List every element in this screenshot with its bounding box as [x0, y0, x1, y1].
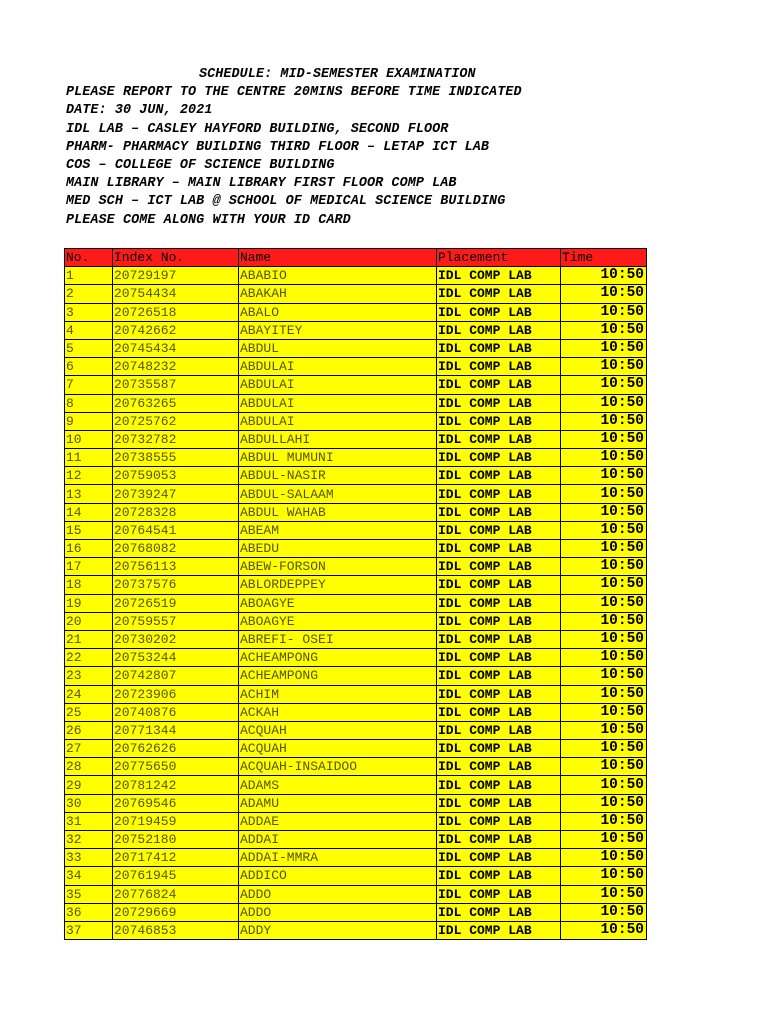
cell-index-no: 20759053	[113, 467, 239, 485]
cell-no: 32	[65, 831, 113, 849]
cell-placement: IDL COMP LAB	[437, 758, 561, 776]
cell-no: 5	[65, 339, 113, 357]
cell-index-no: 20753244	[113, 649, 239, 667]
table-row	[65, 358, 647, 376]
cell-time: 10:50	[561, 540, 647, 558]
cell-name: ADDO	[239, 885, 437, 903]
cell-index-no: 20759557	[113, 612, 239, 630]
cell-no: 16	[65, 540, 113, 558]
cell-name: ABOAGYE	[239, 594, 437, 612]
cell-name: ABALO	[239, 303, 437, 321]
venue-pharm: PHARM- PHARMACY BUILDING THIRD FLOOR – LETAP ICT LAB	[66, 139, 490, 155]
table-row	[65, 867, 647, 885]
cell-no: 30	[65, 794, 113, 812]
cell-placement: IDL COMP LAB	[437, 649, 561, 667]
cell-placement: IDL COMP LAB	[437, 430, 561, 448]
cell-no: 34	[65, 867, 113, 885]
cell-placement: IDL COMP LAB	[437, 394, 561, 412]
cell-no: 28	[65, 758, 113, 776]
cell-time: 10:50	[561, 721, 647, 739]
cell-placement: IDL COMP LAB	[437, 339, 561, 357]
exam-date: DATE: 30 JUN, 2021	[66, 103, 213, 119]
cell-placement: IDL COMP LAB	[437, 576, 561, 594]
cell-time: 10:50	[561, 903, 647, 921]
cell-name: ABDULAI	[239, 358, 437, 376]
cell-placement: IDL COMP LAB	[437, 358, 561, 376]
cell-no: 19	[65, 594, 113, 612]
id-card-notice: PLEASE COME ALONG WITH YOUR ID CARD	[66, 212, 351, 228]
cell-time: 10:50	[561, 576, 647, 594]
cell-no: 23	[65, 667, 113, 685]
cell-time: 10:50	[561, 685, 647, 703]
cell-index-no: 20740876	[113, 703, 239, 721]
cell-placement: IDL COMP LAB	[437, 703, 561, 721]
cell-time: 10:50	[561, 794, 647, 812]
cell-name: ABDUL MUMUNI	[239, 449, 437, 467]
cell-time: 10:50	[561, 921, 647, 939]
cell-time: 10:50	[561, 885, 647, 903]
table-body	[65, 267, 647, 940]
cell-no: 1	[65, 267, 113, 285]
cell-name: ADAMU	[239, 794, 437, 812]
cell-name: ABEAM	[239, 521, 437, 539]
cell-time: 10:50	[561, 430, 647, 448]
table-row	[65, 430, 647, 448]
cell-placement: IDL COMP LAB	[437, 321, 561, 339]
cell-placement: IDL COMP LAB	[437, 740, 561, 758]
table-row	[65, 612, 647, 630]
cell-placement: IDL COMP LAB	[437, 867, 561, 885]
cell-index-no: 20756113	[113, 558, 239, 576]
cell-placement: IDL COMP LAB	[437, 467, 561, 485]
cell-index-no: 20726518	[113, 303, 239, 321]
cell-no: 14	[65, 503, 113, 521]
cell-no: 3	[65, 303, 113, 321]
cell-no: 27	[65, 740, 113, 758]
cell-placement: IDL COMP LAB	[437, 849, 561, 867]
cell-no: 10	[65, 430, 113, 448]
cell-no: 33	[65, 849, 113, 867]
cell-name: ABDULAI	[239, 376, 437, 394]
cell-index-no: 20737576	[113, 576, 239, 594]
table-row	[65, 776, 647, 794]
cell-index-no: 20781242	[113, 776, 239, 794]
cell-time: 10:50	[561, 867, 647, 885]
table-row	[65, 794, 647, 812]
cell-time: 10:50	[561, 321, 647, 339]
cell-time: 10:50	[561, 339, 647, 357]
table-row	[65, 412, 647, 430]
cell-no: 36	[65, 903, 113, 921]
cell-time: 10:50	[561, 594, 647, 612]
cell-placement: IDL COMP LAB	[437, 776, 561, 794]
cell-placement: IDL COMP LAB	[437, 376, 561, 394]
cell-index-no: 20752180	[113, 831, 239, 849]
table-row	[65, 703, 647, 721]
table-row	[65, 921, 647, 939]
cell-no: 6	[65, 358, 113, 376]
cell-no: 24	[65, 685, 113, 703]
cell-time: 10:50	[561, 358, 647, 376]
cell-time: 10:50	[561, 376, 647, 394]
cell-time: 10:50	[561, 267, 647, 285]
cell-no: 18	[65, 576, 113, 594]
cell-time: 10:50	[561, 812, 647, 830]
cell-name: ABDUL-NASIR	[239, 467, 437, 485]
cell-name: ABLORDEPPEY	[239, 576, 437, 594]
table-row	[65, 685, 647, 703]
table-row	[65, 376, 647, 394]
table-row	[65, 812, 647, 830]
table-row	[65, 831, 647, 849]
cell-placement: IDL COMP LAB	[437, 449, 561, 467]
cell-name: ADDY	[239, 921, 437, 939]
cell-time: 10:50	[561, 449, 647, 467]
column-header-no: No.	[65, 249, 113, 267]
cell-index-no: 20775650	[113, 758, 239, 776]
table-row	[65, 467, 647, 485]
cell-time: 10:50	[561, 776, 647, 794]
cell-time: 10:50	[561, 740, 647, 758]
column-header-time: Time	[561, 249, 647, 267]
cell-name: ABEW-FORSON	[239, 558, 437, 576]
cell-index-no: 20719459	[113, 812, 239, 830]
cell-time: 10:50	[561, 285, 647, 303]
cell-index-no: 20726519	[113, 594, 239, 612]
cell-no: 12	[65, 467, 113, 485]
table-row	[65, 649, 647, 667]
venue-idl-lab: IDL LAB – CASLEY HAYFORD BUILDING, SECOND FLOOR	[66, 121, 449, 137]
schedule-table	[64, 248, 647, 940]
cell-index-no: 20723906	[113, 685, 239, 703]
cell-name: ADDICO	[239, 867, 437, 885]
cell-index-no: 20729669	[113, 903, 239, 921]
cell-index-no: 20730202	[113, 630, 239, 648]
cell-placement: IDL COMP LAB	[437, 721, 561, 739]
table-row	[65, 540, 647, 558]
table-row	[65, 740, 647, 758]
cell-time: 10:50	[561, 485, 647, 503]
cell-index-no: 20768082	[113, 540, 239, 558]
cell-index-no: 20735587	[113, 376, 239, 394]
table-row	[65, 849, 647, 867]
cell-time: 10:50	[561, 558, 647, 576]
venue-main-library: MAIN LIBRARY – MAIN LIBRARY FIRST FLOOR COMP LAB	[66, 176, 457, 192]
cell-placement: IDL COMP LAB	[437, 685, 561, 703]
cell-placement: IDL COMP LAB	[437, 594, 561, 612]
cell-placement: IDL COMP LAB	[437, 667, 561, 685]
cell-name: ACHEAMPONG	[239, 667, 437, 685]
cell-name: ACHEAMPONG	[239, 649, 437, 667]
cell-placement: IDL COMP LAB	[437, 812, 561, 830]
cell-time: 10:50	[561, 412, 647, 430]
cell-name: ABDUL	[239, 339, 437, 357]
cell-index-no: 20729197	[113, 267, 239, 285]
cell-placement: IDL COMP LAB	[437, 921, 561, 939]
cell-name: ABOAGYE	[239, 612, 437, 630]
table-row	[65, 558, 647, 576]
table-row	[65, 758, 647, 776]
cell-placement: IDL COMP LAB	[437, 903, 561, 921]
cell-name: ABDUL-SALAAM	[239, 485, 437, 503]
cell-index-no: 20745434	[113, 339, 239, 357]
cell-name: ACKAH	[239, 703, 437, 721]
cell-placement: IDL COMP LAB	[437, 303, 561, 321]
table-row	[65, 485, 647, 503]
cell-time: 10:50	[561, 849, 647, 867]
cell-time: 10:50	[561, 758, 647, 776]
cell-time: 10:50	[561, 521, 647, 539]
cell-name: ADAMS	[239, 776, 437, 794]
cell-no: 20	[65, 612, 113, 630]
report-instruction: PLEASE REPORT TO THE CENTRE 20MINS BEFORE TIME INDICATED	[66, 85, 522, 101]
cell-index-no: 20764541	[113, 521, 239, 539]
table-row	[65, 503, 647, 521]
cell-no: 15	[65, 521, 113, 539]
cell-index-no: 20769546	[113, 794, 239, 812]
cell-placement: IDL COMP LAB	[437, 630, 561, 648]
cell-name: ACHIM	[239, 685, 437, 703]
cell-index-no: 20738555	[113, 449, 239, 467]
cell-name: ADDAI-MMRA	[239, 849, 437, 867]
table-row	[65, 339, 647, 357]
table-row	[65, 903, 647, 921]
cell-index-no: 20748232	[113, 358, 239, 376]
venue-med-sch: MED SCH – ICT LAB @ SCHOOL OF MEDICAL SCIENCE BUILDING	[66, 194, 506, 210]
cell-name: ACQUAH	[239, 721, 437, 739]
table-row	[65, 449, 647, 467]
cell-name: ABAKAH	[239, 285, 437, 303]
cell-no: 37	[65, 921, 113, 939]
cell-index-no: 20776824	[113, 885, 239, 903]
table-row	[65, 303, 647, 321]
table-row	[65, 285, 647, 303]
column-header-index: Index No.	[113, 249, 239, 267]
cell-index-no: 20746853	[113, 921, 239, 939]
table-row	[65, 667, 647, 685]
cell-no: 7	[65, 376, 113, 394]
cell-placement: IDL COMP LAB	[437, 503, 561, 521]
cell-placement: IDL COMP LAB	[437, 540, 561, 558]
cell-index-no: 20754434	[113, 285, 239, 303]
cell-index-no: 20725762	[113, 412, 239, 430]
column-header-name: Name	[239, 249, 437, 267]
column-header-placement: Placement	[437, 249, 561, 267]
cell-name: ABDUL WAHAB	[239, 503, 437, 521]
cell-index-no: 20717412	[113, 849, 239, 867]
table-row	[65, 267, 647, 285]
table-header-row	[65, 249, 647, 267]
cell-index-no: 20771344	[113, 721, 239, 739]
cell-no: 17	[65, 558, 113, 576]
cell-placement: IDL COMP LAB	[437, 885, 561, 903]
cell-index-no: 20728328	[113, 503, 239, 521]
cell-name: ACQUAH-INSAIDOO	[239, 758, 437, 776]
cell-no: 2	[65, 285, 113, 303]
cell-no: 4	[65, 321, 113, 339]
venue-cos: COS – COLLEGE OF SCIENCE BUILDING	[66, 158, 335, 174]
table-row	[65, 594, 647, 612]
cell-name: ABEDU	[239, 540, 437, 558]
cell-no: 26	[65, 721, 113, 739]
cell-placement: IDL COMP LAB	[437, 831, 561, 849]
cell-name: ADDAE	[239, 812, 437, 830]
cell-no: 9	[65, 412, 113, 430]
cell-no: 25	[65, 703, 113, 721]
cell-placement: IDL COMP LAB	[437, 285, 561, 303]
cell-time: 10:50	[561, 630, 647, 648]
cell-name: ADDAI	[239, 831, 437, 849]
cell-time: 10:50	[561, 467, 647, 485]
cell-time: 10:50	[561, 612, 647, 630]
cell-no: 11	[65, 449, 113, 467]
cell-placement: IDL COMP LAB	[437, 412, 561, 430]
cell-name: ADDO	[239, 903, 437, 921]
cell-no: 21	[65, 630, 113, 648]
cell-placement: IDL COMP LAB	[437, 558, 561, 576]
cell-no: 31	[65, 812, 113, 830]
cell-placement: IDL COMP LAB	[437, 612, 561, 630]
cell-no: 29	[65, 776, 113, 794]
cell-time: 10:50	[561, 703, 647, 721]
cell-time: 10:50	[561, 303, 647, 321]
table-row	[65, 630, 647, 648]
schedule-title: SCHEDULE: MID-SEMESTER EXAMINATION	[199, 67, 476, 82]
table-row	[65, 885, 647, 903]
cell-index-no: 20761945	[113, 867, 239, 885]
cell-index-no: 20739247	[113, 485, 239, 503]
cell-name: ABREFI- OSEI	[239, 630, 437, 648]
cell-placement: IDL COMP LAB	[437, 794, 561, 812]
cell-time: 10:50	[561, 503, 647, 521]
cell-no: 13	[65, 485, 113, 503]
cell-name: ACQUAH	[239, 740, 437, 758]
cell-name: ABABIO	[239, 267, 437, 285]
cell-index-no: 20763265	[113, 394, 239, 412]
cell-index-no: 20732782	[113, 430, 239, 448]
cell-placement: IDL COMP LAB	[437, 521, 561, 539]
cell-no: 35	[65, 885, 113, 903]
table-row	[65, 321, 647, 339]
table-row	[65, 576, 647, 594]
table-row	[65, 721, 647, 739]
schedule-header	[66, 66, 666, 230]
cell-no: 22	[65, 649, 113, 667]
cell-name: ABDULAI	[239, 394, 437, 412]
cell-name: ABDULLAHI	[239, 430, 437, 448]
cell-time: 10:50	[561, 667, 647, 685]
cell-index-no: 20762626	[113, 740, 239, 758]
cell-name: ABDULAI	[239, 412, 437, 430]
cell-time: 10:50	[561, 649, 647, 667]
cell-index-no: 20742662	[113, 321, 239, 339]
cell-time: 10:50	[561, 831, 647, 849]
cell-name: ABAYITEY	[239, 321, 437, 339]
cell-no: 8	[65, 394, 113, 412]
table-row	[65, 394, 647, 412]
table-row	[65, 521, 647, 539]
cell-placement: IDL COMP LAB	[437, 485, 561, 503]
cell-time: 10:50	[561, 394, 647, 412]
cell-placement: IDL COMP LAB	[437, 267, 561, 285]
cell-index-no: 20742807	[113, 667, 239, 685]
